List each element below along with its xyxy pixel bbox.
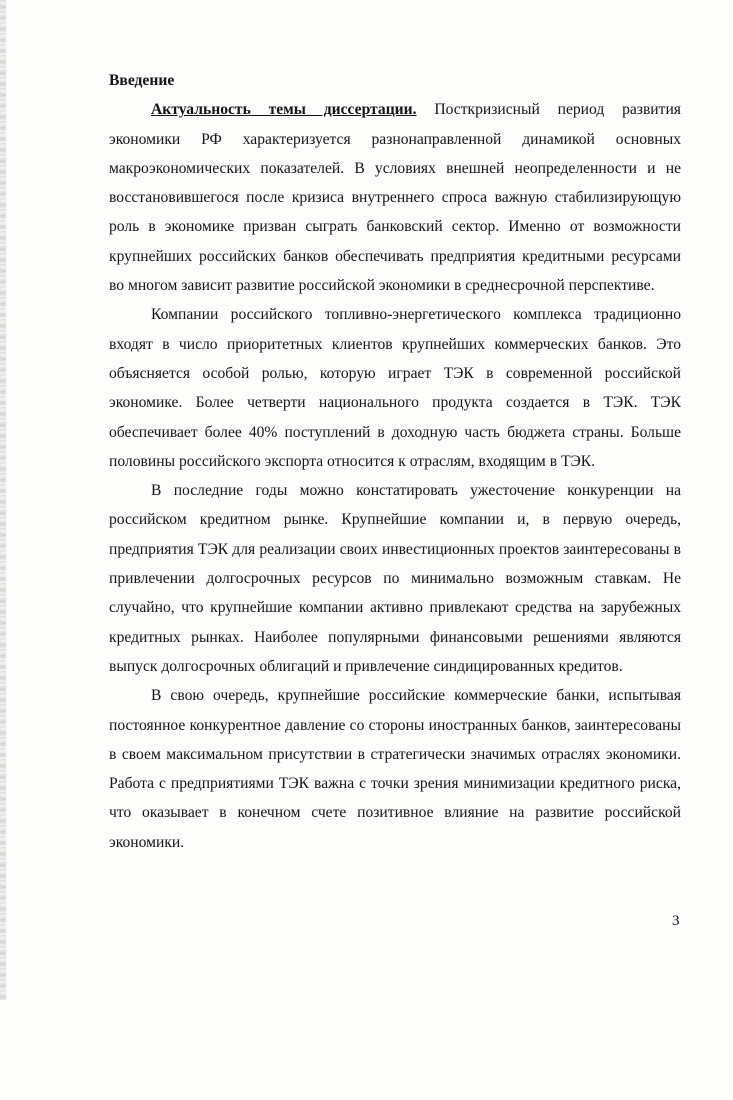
body-text [109, 66, 681, 857]
paragraph-1 [109, 95, 681, 300]
paragraph-4: В свою очередь, крупнейшие российские коммерческие банки, испытывая постоянное конкурентное давление со стороны иностранных банков, заинтересованы в своем максимальном присутствии в стратегически значимых отраслях экономики. Работа с предприятиями ТЭК важна с точки зрения минимизации кредитного риска, что оказывает в конечном счете позитивное влияние на развитие российской экономики. [109, 687, 681, 851]
paragraph-1-text: Посткризисный период развития экономики РФ характеризуется разнонаправленной динамикой основных макроэкономических показателей. В условиях внешней неопределенности и не восстановившегося после кризиса внутреннего спроса важную стабилизирующую роль в экономике призван сыграть банковский сектор. Именно от возможности крупнейших российских банков обеспечивать предприятия кредитными ресурсами во многом зависит развитие российской экономики в среднесрочной перспективе. [109, 101, 681, 295]
paragraph-1-lead: Актуальность темы диссертации. [151, 101, 417, 119]
section-heading: Введение [109, 72, 175, 89]
scan-edge-artifact [0, 0, 6, 1000]
paragraph-2: Компании российского топливно-энергетического комплекса традиционно входят в число приоритетных клиентов крупнейших коммерческих банков. Это объясняется особой ролью, которую играет ТЭК в современной российской экономике. Более четверти национального продукта создается в ТЭК. ТЭК обеспечивает более 40% поступлений в доходную часть бюджета страны. Больше половины российского экспорта относится к отраслям, входящим в ТЭК. [109, 306, 681, 470]
paragraph-3: В последние годы можно констатировать ужесточение конкуренции на российском кредитном рынке. Крупнейшие компании и, в первую очередь, предприятия ТЭК для реализации своих инвестиционных проектов заинтересованы в привлечении долгосрочных ресурсов по минимально возможным ставкам. Не случайно, что крупнейшие компании активно привлекают средства на зарубежных кредитных рынках. Наиболее популярными финансовыми решениями являются выпуск долгосрочных облигаций и привлечение синдицированных кредитов. [109, 482, 681, 675]
page-number: 3 [672, 913, 680, 929]
